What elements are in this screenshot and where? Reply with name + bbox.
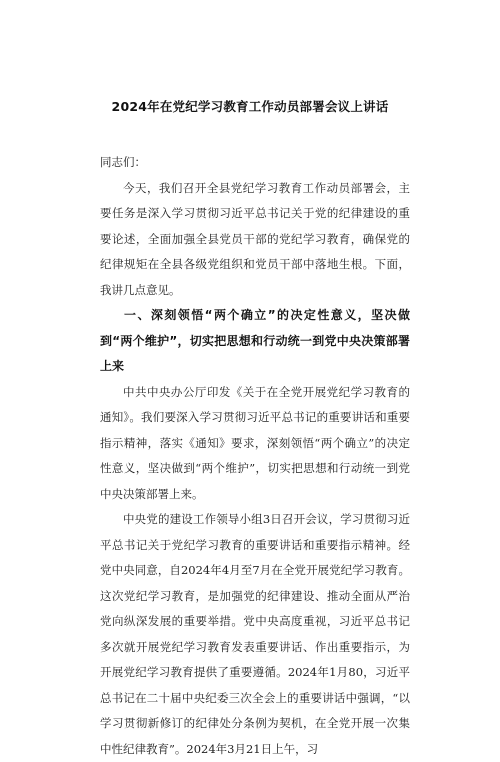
paragraph-notice: 中共中央办公厅印发《关于在全党开展党纪学习教育的通知》。我们要深入学习贯彻习近平总书记的重要讲话和重要指示精神，落实《通知》要求，深刻领悟“两个确立”的决定性意义，坚决做到“两个维护”，切实把思想和行动统一到党中央决策部署上来。	[100, 384, 410, 501]
document-title: 2024年在党纪学习教育工作动员部署会议上讲话	[111, 99, 389, 114]
section-heading-1: 一、深刻领悟“两个确立”的决定性意义，坚决做到“两个维护”，切实把思想和行动统一到党中央决策部署上来	[100, 308, 410, 373]
salutation: 同志们：	[100, 155, 146, 169]
paragraph-intro: 今天，我们召开全县党纪学习教育工作动员部署会，主要任务是深入学习贯彻习近平总书记关于党的纪律建设的重要论述，全面加强全县党员干部的党纪学习教育，确保党的纪律规矩在全县各级党组织和党员干部中落地生根。下面，我讲几点意见。	[100, 180, 410, 297]
paragraph-meeting: 中央党的建设工作领导小组3日召开会议，学习贯彻习近平总书记关于党纪学习教育的重要讲话和重要指示精神。经党中央同意，自2024年4月至7月在全党开展党纪学习教育。这次党纪学习教育，是加强党的纪律建设、推动全面从严治党向纵深发展的重要举措。党中央高度重视，习近平总书记多次就开展党纪学习教育发表重要讲话、作出重要指示，为开展党纪学习教育提供了重要遵循。2024年1月80，习近平总书记在二十届中央纪委三次全会上的重要讲话中强调，“以学习贯彻新修订的纪律处分条例为契机，在全党开展一次集中性纪律教育”。2024年3月21日上午，习	[100, 512, 410, 756]
document-body	[100, 150, 410, 762]
